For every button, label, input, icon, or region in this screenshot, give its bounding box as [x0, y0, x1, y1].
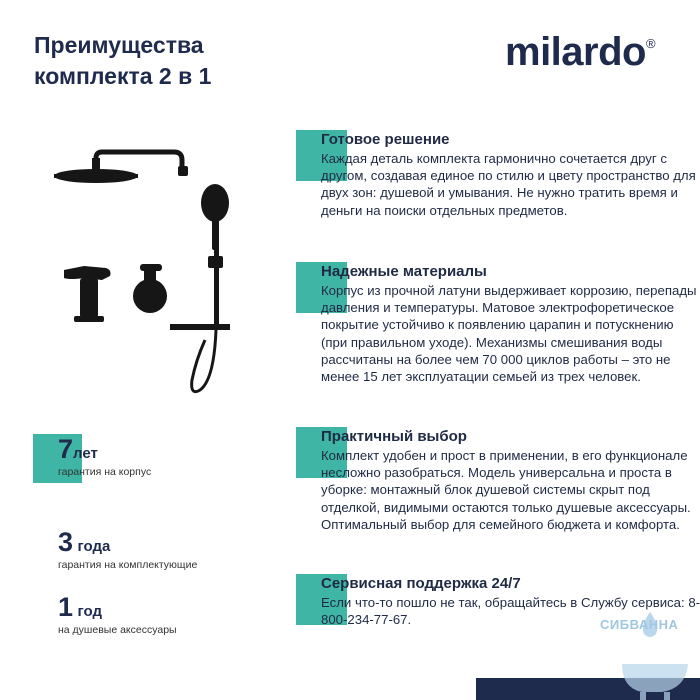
feature-practical-choice	[296, 427, 700, 533]
rain-shower-head-icon	[54, 152, 188, 183]
stat-caption: на душевые аксессуары	[58, 624, 177, 636]
stat-unit: год	[77, 603, 103, 620]
feature-text: Каждая деталь комплекта гармонично сочетается друг с другом, создавая единое по стилю и цвету пространство для двух зон: душевой и умывания. Не нужно тратить время и деньги на поиски отдельных предметов.	[321, 151, 696, 218]
stat-warranty-accessories	[33, 592, 177, 636]
feature-title: Надежные материалы	[321, 263, 487, 280]
stat-unit: года	[77, 538, 111, 555]
watermark-text: СИБВАННА	[600, 617, 679, 632]
feature-text: Корпус из прочной латуни выдерживает коррозию, перепады давления и температуры. Матовое электрофоретическое покрытие устойчиво к появлению царапин и потускнению (при правильном уходе). Механизмы смешивания воды рассчитаны на более чем 70 000 циклов работы – это не менее 15 лет эксплуатации семьей из трех человек.	[321, 283, 697, 385]
brand-logo-text: milardo	[505, 30, 646, 74]
feature-ready-solution	[296, 130, 700, 219]
feature-text: Комплект удобен и прост в применении, в его функционале несложно разобраться. Модель универсальна и проста в уборке: монтажный блок душевой системы скрыт под отделкой, видимыми остаются только душевые аксессуары. Оптимальный выбор для семейного бюджета и комфорта.	[321, 448, 691, 532]
hand-shower-rail-icon	[170, 184, 230, 392]
stat-unit: лет	[73, 445, 98, 462]
feature-title: Сервисная поддержка 24/7	[321, 575, 521, 592]
product-illustration	[40, 140, 250, 400]
brand-logo	[505, 30, 655, 75]
stat-caption: гарантия на корпус	[58, 466, 152, 478]
feature-reliable-materials	[296, 262, 700, 385]
feature-title: Практичный выбор	[321, 428, 467, 445]
page-title	[34, 30, 294, 92]
stat-warranty-parts	[33, 527, 197, 571]
stat-caption: гарантия на комплектующие	[58, 559, 198, 571]
stat-number: 3	[58, 527, 74, 557]
page-title-line-2: комплекта 2 в 1	[34, 63, 212, 89]
page-title-line-1: Преимущества	[34, 32, 204, 58]
feature-text: Если что-то пошло не так, обращайтесь в Службу сервиса: 8-800-234-77-67.	[321, 595, 700, 628]
stat-number: 7	[58, 434, 74, 464]
registered-mark: ®	[645, 36, 656, 51]
basin-faucet-icon	[64, 266, 111, 322]
stat-number: 1	[58, 592, 74, 622]
shower-mixer-icon	[133, 264, 167, 313]
feature-title: Готовое решение	[321, 131, 450, 148]
stat-warranty-body	[33, 434, 151, 478]
